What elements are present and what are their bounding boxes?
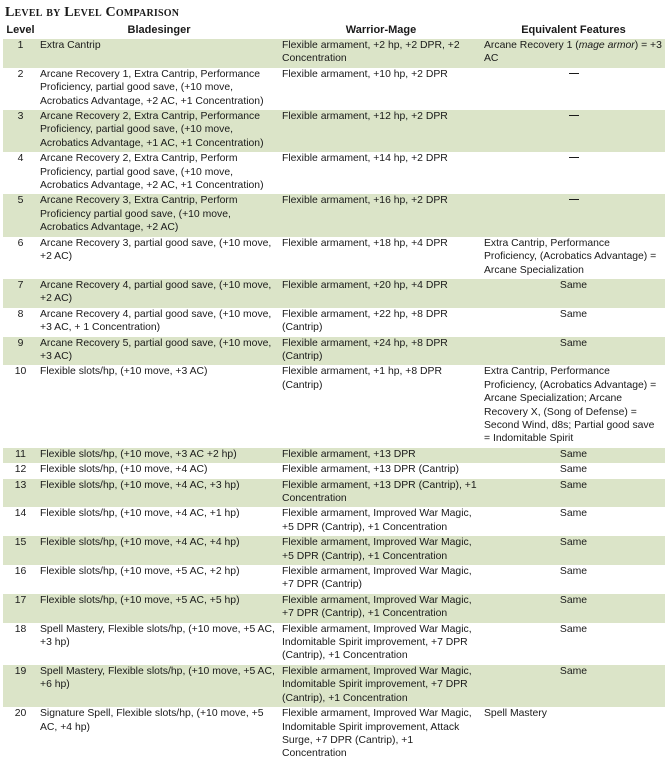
warrior-mage-cell: Flexible armament, +18 hp, +4 DPR bbox=[282, 237, 448, 249]
equivalent-cell bbox=[482, 68, 665, 110]
dash-mark bbox=[569, 157, 579, 158]
equivalent-cell: Same bbox=[482, 279, 665, 308]
bladesinger-cell: Signature Spell, Flexible slots/hp, (+10 move, +5 AC, +4 hp) bbox=[40, 708, 264, 733]
equivalent-cell: Spell Mastery bbox=[484, 708, 547, 720]
equivalent-cell bbox=[482, 110, 665, 152]
level-cell: 4 bbox=[17, 153, 24, 165]
table-row bbox=[3, 68, 665, 110]
warrior-mage-cell: Flexible armament, +2 hp, +2 DPR, +2 Concentration bbox=[280, 39, 482, 68]
bladesinger-cell: Arcane Recovery 2, Extra Cantrip, Performance Proficiency, partial good save, (+10 move, Acrobatics Advantage, +1 AC, +1 Concentration) bbox=[38, 110, 280, 152]
equivalent-cell: Same bbox=[482, 337, 665, 366]
level-cell: 15 bbox=[3, 536, 38, 565]
table-row bbox=[3, 565, 665, 594]
header-level: Level bbox=[6, 24, 35, 36]
bladesinger-cell: Arcane Recovery 1, Extra Cantrip, Performance Proficiency, partial good save, (+10 move, Acrobatics Advantage, +2 AC, +1 Concentration) bbox=[40, 68, 264, 107]
equivalent-cell: Same bbox=[559, 566, 588, 578]
level-cell: 18 bbox=[14, 623, 27, 635]
equivalent-text: ) = +3 AC bbox=[484, 40, 662, 65]
warrior-mage-cell: Flexible armament, Improved War Magic, +7 DPR (Cantrip) bbox=[282, 566, 472, 591]
level-cell: 6 bbox=[17, 237, 24, 249]
header-warrior-mage: Warrior-Mage bbox=[345, 24, 417, 36]
equivalent-cell: Extra Cantrip, Performance Proficiency, (Acrobatics Advantage) = Arcane Specialization bbox=[484, 237, 657, 276]
equivalent-cell: Same bbox=[482, 594, 665, 623]
warrior-mage-cell: Flexible armament, +16 hp, +2 DPR bbox=[280, 194, 482, 236]
table-row bbox=[3, 594, 665, 623]
bladesinger-cell: Flexible slots/hp, (+10 move, +5 AC, +5 hp) bbox=[38, 594, 280, 623]
table-row bbox=[3, 194, 665, 236]
warrior-mage-cell: Flexible armament, +24 hp, +8 DPR (Cantrip) bbox=[280, 337, 482, 366]
bladesinger-cell: Spell Mastery, Flexible slots/hp, (+10 move, +5 AC, +3 hp) bbox=[40, 623, 275, 649]
bladesinger-cell: Arcane Recovery 4, partial good save, (+10 move, +3 AC, + 1 Concentration) bbox=[40, 308, 272, 334]
bladesinger-cell: Flexible slots/hp, (+10 move, +3 AC +2 hp) bbox=[38, 448, 280, 463]
equivalent-cell: Same bbox=[559, 508, 588, 520]
table-row bbox=[3, 337, 665, 366]
table-row bbox=[3, 39, 665, 68]
equivalent-cell: Extra Cantrip, Performance Proficiency, (Acrobatics Advantage) = Arcane Specialization; Arcane Recovery X, (Song of Defense) = Second Wind, d8s; Partial good save = Indomitable Spirit bbox=[484, 366, 657, 445]
equivalent-cell bbox=[482, 152, 665, 194]
table-row bbox=[3, 536, 665, 565]
level-cell: 1 bbox=[3, 39, 38, 68]
comparison-table bbox=[3, 23, 665, 763]
bladesinger-cell: Arcane Recovery 4, partial good save, (+10 move, +2 AC) bbox=[38, 279, 280, 308]
table-row bbox=[3, 623, 665, 665]
equivalent-cell: Same bbox=[559, 464, 588, 476]
table-title: Level by Level Comparison bbox=[5, 5, 180, 20]
warrior-mage-cell: Flexible armament, +22 hp, +8 DPR (Cantrip) bbox=[282, 308, 448, 334]
level-cell: 10 bbox=[14, 366, 27, 378]
warrior-mage-cell: Flexible armament, +13 DPR (Cantrip) bbox=[282, 464, 459, 476]
table-row bbox=[3, 365, 665, 447]
table-row bbox=[3, 237, 665, 279]
warrior-mage-cell: Flexible armament, Improved War Magic, Indomitable Spirit improvement, +7 DPR (Cantrip), +1 Concentration bbox=[280, 665, 482, 707]
dash-mark bbox=[569, 199, 579, 200]
spell-name: mage armor bbox=[578, 40, 635, 51]
table-row bbox=[3, 665, 665, 707]
level-cell: 19 bbox=[3, 665, 38, 707]
table-row bbox=[3, 479, 665, 508]
bladesinger-cell: Arcane Recovery 2, Extra Cantrip, Perform Proficiency, partial good save, (+10 move, Acrobatics Advantage, +2 AC, +1 Concentration) bbox=[40, 153, 264, 192]
bladesinger-cell: Spell Mastery, Flexible slots/hp, (+10 move, +5 AC, +6 hp) bbox=[38, 665, 280, 707]
level-cell: 9 bbox=[3, 337, 38, 366]
table-row bbox=[3, 463, 665, 478]
level-cell: 20 bbox=[14, 708, 27, 720]
bladesinger-cell: Flexible slots/hp, (+10 move, +4 AC, +1 hp) bbox=[40, 508, 240, 520]
level-cell: 14 bbox=[14, 508, 27, 520]
equivalent-cell: Same bbox=[482, 665, 665, 707]
equivalent-cell: Same bbox=[559, 308, 588, 320]
warrior-mage-cell: Flexible armament, Improved War Magic, Indomitable Spirit improvement, Attack Surge, +7 DPR (Cantrip), +1 Concentration bbox=[282, 708, 472, 760]
bladesinger-cell: Arcane Recovery 3, partial good save, (+10 move, +2 AC) bbox=[40, 237, 272, 263]
header-equivalent-features: Equivalent Features bbox=[521, 24, 626, 36]
level-cell: 12 bbox=[14, 464, 27, 476]
table-row bbox=[3, 279, 665, 308]
dash-mark bbox=[569, 115, 579, 116]
table-row bbox=[3, 707, 665, 763]
table-row bbox=[3, 110, 665, 152]
level-cell: 7 bbox=[3, 279, 38, 308]
warrior-mage-cell: Flexible armament, Improved War Magic, +5 DPR (Cantrip), +1 Concentration bbox=[280, 536, 482, 565]
bladesinger-cell: Arcane Recovery 3, Extra Cantrip, Perform Proficiency partial good save, (+10 move, Acrobatics Advantage, +2 AC) bbox=[38, 194, 280, 236]
warrior-mage-cell: Flexible armament, +13 DPR (Cantrip), +1 Concentration bbox=[280, 479, 482, 508]
level-cell: 5 bbox=[3, 194, 38, 236]
bladesinger-cell: Flexible slots/hp, (+10 move, +4 AC) bbox=[40, 464, 208, 476]
equivalent-cell: Same bbox=[482, 536, 665, 565]
table-row bbox=[3, 507, 665, 536]
equivalent-cell: Same bbox=[559, 623, 588, 635]
level-cell: 11 bbox=[3, 448, 38, 463]
warrior-mage-cell: Flexible armament, Improved War Magic, +7 DPR (Cantrip), +1 Concentration bbox=[280, 594, 482, 623]
equivalent-text: Arcane Recovery 1 ( bbox=[484, 40, 579, 51]
warrior-mage-cell: Flexible armament, +14 hp, +2 DPR bbox=[282, 153, 448, 165]
level-cell: 8 bbox=[17, 308, 24, 320]
equivalent-cell bbox=[482, 194, 665, 236]
bladesinger-cell: Flexible slots/hp, (+10 move, +4 AC, +3 hp) bbox=[38, 479, 280, 508]
bladesinger-cell: Flexible slots/hp, (+10 move, +3 AC) bbox=[40, 366, 208, 378]
level-cell: 17 bbox=[3, 594, 38, 623]
table-row bbox=[3, 308, 665, 337]
level-cell: 2 bbox=[17, 68, 24, 80]
table-row bbox=[3, 152, 665, 194]
bladesinger-cell: Arcane Recovery 5, partial good save, (+10 move, +3 AC) bbox=[38, 337, 280, 366]
warrior-mage-cell: Flexible armament, Improved War Magic, Indomitable Spirit improvement, +7 DPR (Cantrip), +1 Concentration bbox=[282, 623, 472, 662]
bladesinger-cell: Flexible slots/hp, (+10 move, +4 AC, +4 hp) bbox=[38, 536, 280, 565]
warrior-mage-cell: Flexible armament, +1 hp, +8 DPR (Cantrip) bbox=[282, 366, 442, 391]
level-cell: 3 bbox=[3, 110, 38, 152]
warrior-mage-cell: Flexible armament, +12 hp, +2 DPR bbox=[280, 110, 482, 152]
dash-mark bbox=[569, 73, 579, 74]
level-cell: 16 bbox=[14, 566, 27, 578]
equivalent-cell bbox=[482, 39, 665, 68]
bladesinger-cell: Flexible slots/hp, (+10 move, +5 AC, +2 hp) bbox=[40, 566, 240, 578]
level-cell: 13 bbox=[3, 479, 38, 508]
warrior-mage-cell: Flexible armament, +10 hp, +2 DPR bbox=[282, 68, 448, 80]
warrior-mage-cell: Flexible armament, Improved War Magic, +5 DPR (Cantrip), +1 Concentration bbox=[282, 508, 472, 533]
warrior-mage-cell: Flexible armament, +20 hp, +4 DPR bbox=[280, 279, 482, 308]
warrior-mage-cell: Flexible armament, +13 DPR bbox=[280, 448, 482, 463]
table-row bbox=[3, 448, 665, 463]
header-bladesinger: Bladesinger bbox=[127, 24, 191, 36]
bladesinger-cell: Extra Cantrip bbox=[38, 39, 280, 68]
equivalent-cell: Same bbox=[482, 448, 665, 463]
equivalent-cell: Same bbox=[482, 479, 665, 508]
header-row bbox=[3, 23, 665, 39]
